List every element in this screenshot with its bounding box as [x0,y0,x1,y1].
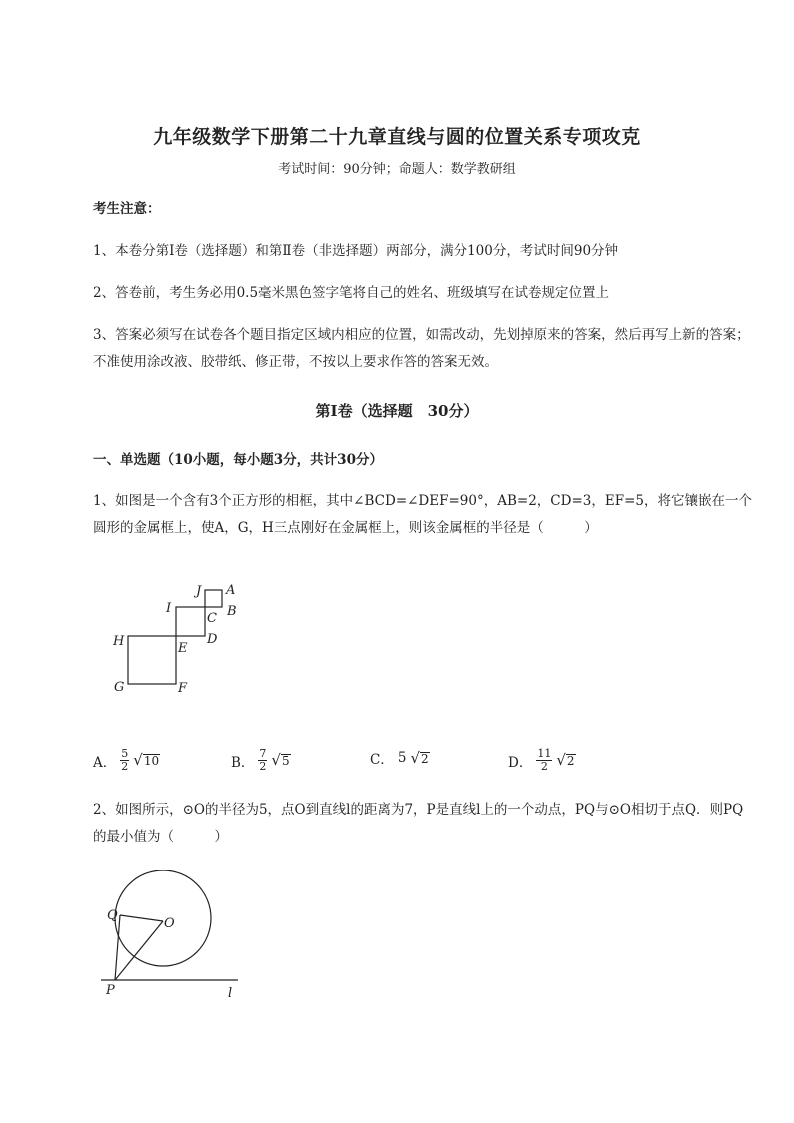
denominator: 2 [540,760,548,773]
coefficient: 5 [397,750,407,766]
segment-qo [120,915,163,921]
choice-letter: C． [370,752,394,768]
numerator: 7 [259,747,267,760]
notice-item-2: 2、答卷前，考生务必用0.5毫米黑色签字笔将自己的姓名、班级填写在试卷规定位置上 [93,285,610,301]
question-1-figure [100,575,260,705]
part-heading: 一、单选题（10小题，每小题3分，共计30分） [93,452,383,468]
label-e: E [178,641,188,656]
label-o: O [164,916,175,931]
radical [410,748,429,767]
page-title: 九年级数学下册第二十九章直线与圆的位置关系专项攻克 [153,126,641,148]
choice-a[interactable] [93,748,160,773]
fraction [536,748,552,773]
label-f: F [178,681,188,696]
radicand: 5 [281,754,290,768]
middle-square [176,607,205,636]
label-a: A [226,583,236,598]
choice-d[interactable] [508,748,576,773]
choice-b[interactable] [231,748,291,773]
question-1-text: 1、如图是一个含有3个正方形的相框，其中∠BCD=∠DEF=90°，AB=2，CD=3，EF=5，将它镶嵌在一个圆形的金属框上，使A，G，H三点刚好在金属框上，则该金属框的半径是（ ） [93,493,752,536]
label-i: I [166,601,172,616]
radical [133,753,160,768]
label-d: D [207,632,218,647]
notice-item-3: 3、答案必须写在试卷各个题目指定区域内相应的位置，如需改动，先划掉原来的答案，然后再写上新的答案；不准使用涂改液、胶带纸、修正带，不按以上要求作答的答案无效。 [93,327,750,370]
sqrt-icon: √ [410,748,420,767]
sqrt-icon: √ [556,751,566,769]
radicand: 2 [421,751,429,766]
label-g: G [114,680,125,695]
notice-item-1: 1、本卷分第I卷（选择题）和第Ⅱ卷（非选择题）两部分，满分100分，考试时间90分钟 [93,243,619,259]
notice-heading: 考生注意： [93,201,161,217]
radicand: 10 [143,754,160,768]
label-p: P [106,983,115,998]
section-title: 第I卷（选择题 30分） [315,402,479,420]
fraction [258,748,267,773]
radical [556,753,575,768]
denominator: 2 [121,760,129,773]
denominator: 2 [259,760,267,773]
large-square [128,636,176,684]
sqrt-icon: √ [271,751,281,769]
sqrt-icon: √ [133,751,143,769]
choice-letter: D． [508,754,533,771]
question-2-figure [95,870,255,1005]
label-j: J [196,584,202,599]
choice-letter: B． [231,754,255,771]
label-b: B [227,604,237,619]
choice-letter: A． [93,754,117,771]
radicand: 2 [566,754,575,768]
label-l: l [228,986,233,1001]
numerator: 11 [537,747,552,760]
choice-c[interactable] [370,748,430,768]
label-c: C [207,611,217,626]
label-q: Q [107,908,118,923]
fraction [120,748,129,773]
small-square [205,590,222,607]
radical [271,753,290,768]
exam-info: 考试时间：90分钟；命题人：数学教研组 [278,162,516,177]
circle-o [115,870,211,966]
segment-po [115,921,163,980]
label-h: H [113,634,125,649]
question-2-text: 2、如图所示，⊙O的半径为5，点O到直线l的距离为7，P是直线l上的一个动点，PQ与⊙O相切于点Q．则PQ的最小值为（ ） [93,802,744,845]
numerator: 5 [121,747,129,760]
